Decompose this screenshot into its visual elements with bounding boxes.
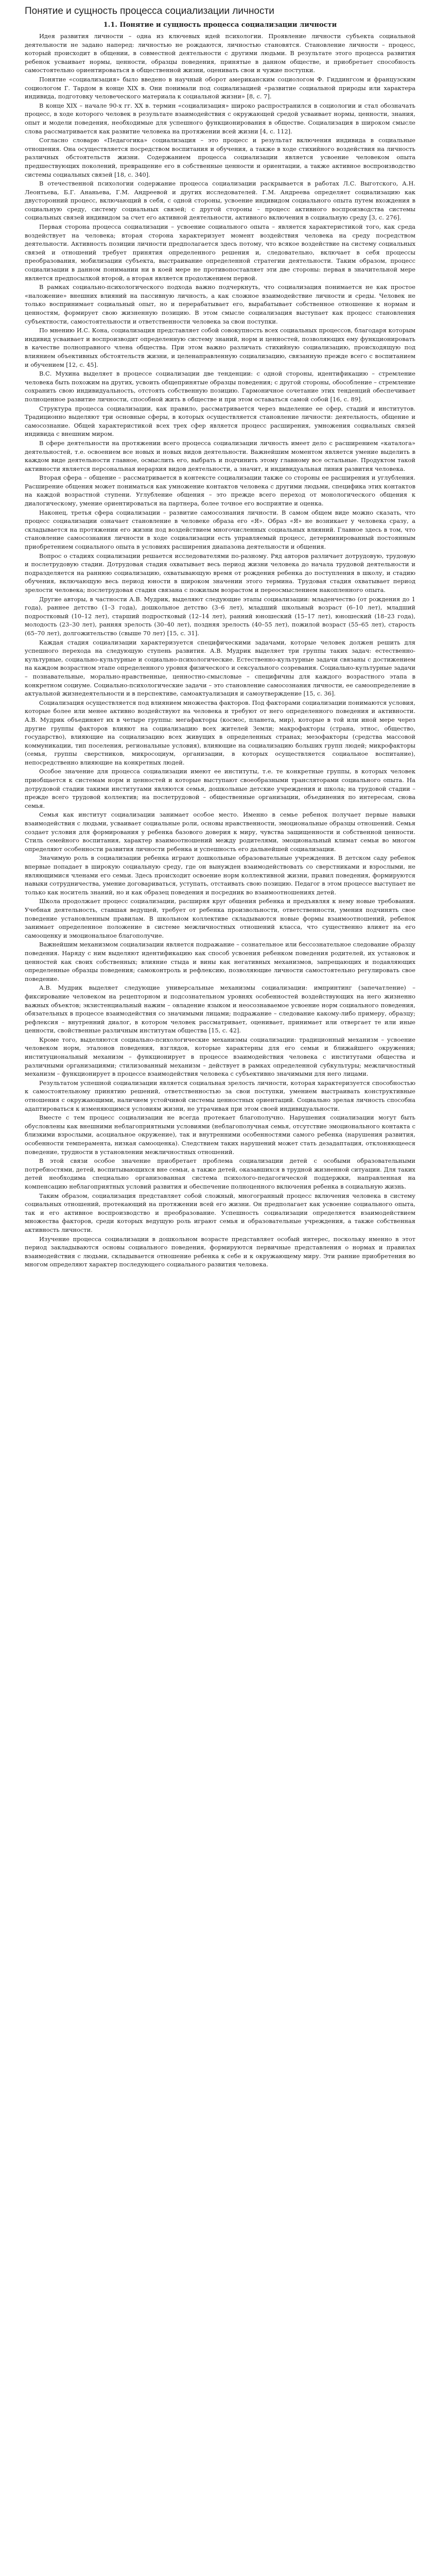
body-paragraph: В сфере деятельности на протяжении всего процесса социализации личность имеет дело с расширением «каталога» деятельностей, т.е. освоением все новых и новых видов деятельности. Важнейшим моментом является умение выделить в каждом виде деятельности главное, осмыслить его, выбрать и подчинить этому главному все остальные. Продуктом такой активности является персональная иерархия видов деятельности, а значит, и индивидуальная линия развития человека. [25, 439, 415, 472]
page-title: Понятие и сущность процесса социализации личности [25, 6, 274, 16]
body-paragraph: Согласно словарю «Педагогика» социализация – это процесс и результат включения индивида в социальные отношения. Она осуществляется посредством воспитания и обучения, а также в ходе стихийного воздействия на личность различных обстоятельств жизни. Содержанием процесса социализации является усвоение человеком опыта предшествующих поколений, превращение его в собственные ценности и ориентации, а также активное воспроизводство системы социальных связей [18, с. 340]. [25, 137, 415, 178]
body-paragraph: В этой связи особое значение приобретает проблема социализации детей с особыми образовательными потребностями, детей, воспитывающихся вне семьи, а также детей, оказавшихся в трудной жизненной ситуации. Для таких детей необходима специально организованная система психолого-педагогической поддержки, направленная на компенсацию неблагоприятных условий развития и обеспечение полноценного включения ребенка в социальную жизнь. [25, 1157, 415, 1190]
body-paragraph: Вместе с тем процесс социализации не всегда протекает благополучно. Нарушения социализации могут быть обусловлены как внешними неблагоприятными условиями (неблагополучная семья, отсутствие эмоционального контакта с близкими взрослыми, асоциальное окружение), так и внутренними особенностями самого ребенка (нарушения развития, особенности темперамента, низкая самооценка). Следствием таких нарушений может стать дезадаптация, отклоняющееся поведение, трудности в установлении межличностных отношений. [25, 1114, 415, 1156]
body-paragraph: Значимую роль в социализации ребенка играют дошкольные образовательные учреждения. В детском саду ребенок впервые попадает в широкую социальную среду, где он вынужден взаимодействовать со сверстниками и взрослыми, не являющимися членами его семьи. Здесь происходит освоение норм коллективной жизни, правил поведения, формируются навыки сотрудничества, умение договариваться, уступать, отстаивать свою позицию. Педагог в этом процессе выступает не только как носитель знаний, но и как образец поведения и посредник во взаимоотношениях детей. [25, 854, 415, 896]
body-paragraph: Кроме того, выделяются социально-психологические механизмы социализации: традиционный механизм – усвоение человеком норм, эталонов поведения, взглядов, которые характерны для его семьи и ближайшего окружения; институциональный механизм – функционирует в процессе взаимодействия человека с институтами общества и различными организациями; стилизованный механизм – действует в рамках определенной субкультуры; межличностный механизм – функционирует в процессе взаимодействия человека с субъективно значимыми для него лицами. [25, 1036, 415, 1078]
body-paragraph: Первая сторона процесса социализации – усвоение социального опыта – является характеристикой того, как среда воздействует на человека; вторая сторона характеризует момент воздействия человека на среду посредством деятельности. Активность позиции личности предполагается здесь потому, что всякое воздействие на систему социальных связей и отношений требует принятия определенного решения и, следовательно, включает в себя процессы преобразования, мобилизации субъекта, выстраивание определенной стратегии деятельности. Таким образом, процесс социализации в данном понимании ни в коей мере не противопоставляет эти две стороны: первая в значительной мере является предпосылкой второй, а вторая является продолжением первой. [25, 223, 415, 282]
body-paragraph: Наконец, третья сфера социализации – развитие самосознания личности. В самом общем виде можно сказать, что процесс социализации означает становление в человеке образа его «Я». Образ «Я» не возникает у человека сразу, а складывается на протяжении его жизни под воздействием многочисленных социальных влияний. Главное здесь в том, что становление самосознания личности в ходе социализации есть управляемый процесс, детерминированный постоянным приобретением социального опыта в условиях расширения диапазона деятельности и общения. [25, 509, 415, 551]
body-paragraph: В конце XIX – начале 90-х гг. XX в. термин «социализация» широко распространился в социологии и стал обозначать процесс, в ходе которого человек в результате взаимодействия с окружающей средой усваивает нормы, ценности, знания, опыт и модели поведения, необходимые для успешного функционирования в обществе. Социализация в широком смысле слова рассматривается как развитие человека на протяжении всей жизни [4, с. 112]. [25, 101, 415, 135]
document-body [25, 32, 415, 1269]
body-paragraph: Особое значение для процесса социализации имеют ее институты, т.е. те конкретные группы, в которых человек приобщается к системам норм и ценностей и которые выступают своеобразными трансляторами социального опыта. На дотрудовой стадии такими институтами являются семья, дошкольные детские учреждения и школа; на трудовой стадии – прежде всего трудовой коллектив; на послетрудовой – общественные организации, объединения по интересам, снова семья. [25, 768, 415, 809]
document-page [0, 0, 436, 1269]
body-paragraph: Понятие «социализация» было введено в научный оборот американским социологом Ф. Гиддингсом и французским социологом Г. Тардом в конце XIX в. Они понимали под социализацией «развитие социальной природы или характера индивида, подготовку человеческого материала к социальной жизни» [8, с. 7]. [25, 75, 415, 100]
section-heading: 1.1. Понятие и сущность процесса социализации личности [103, 21, 337, 29]
body-paragraph: Вопрос о стадиях социализации решается исследователями по-разному. Ряд авторов различает дотрудовую, трудовую и послетрудовую стадии. Дотрудовая стадия охватывает весь период жизни человека до начала трудовой деятельности и подразделяется на раннюю социализацию, охватывающую время от рождения ребенка до поступления в школу, и стадию обучения, включающую весь период юности в широком значении этого термина. Трудовая стадия охватывает период зрелости человека; послетрудовая стадия связана с пожилым возрастом и переосмыслением накопленного опыта. [25, 552, 415, 594]
body-paragraph: Идея развития личности – одна из ключевых идей психологии. Проявление личности субъекта социальной деятельности не задано наперед: личностью не рождаются, личностью становятся. Становление личности – процесс, который происходит в общении, в совместной деятельности с другими людьми. В результате этого процесса развития ребенок усваивает нормы, ценности, образцы поведения, принятые в данном обществе, и приобретает способность самостоятельно ориентироваться в общественной жизни, оценивать свои и чужие поступки. [25, 32, 415, 74]
body-paragraph: Изучение процесса социализации в дошкольном возрасте представляет особый интерес, поскольку именно в этот период закладываются основы социального поведения, формируются первичные представления о нормах и правилах взаимодействия с людьми, складывается отношение ребенка к себе и к окружающему миру. Эти ранние приобретения во многом определяют характер последующего социального развития человека. [25, 1235, 415, 1268]
body-paragraph: Структура процесса социализации, как правило, рассматривается через выделение ее сфер, стадий и институтов. Традиционно выделяют три основные сферы, в которых осуществляется становление личности: деятельность, общение и самосознание. Общей характеристикой всех трех сфер является процесс расширения, умножения социальных связей индивида с внешним миром. [25, 404, 415, 438]
body-paragraph: Каждая стадия социализации характеризуется специфическими задачами, которые человек должен решить для успешного перехода на следующую ступень развития. А.В. Мудрик выделяет три группы таких задач: естественно-культурные, социально-культурные и социально-психологические. Естественно-культурные задачи связаны с достижением на каждом возрастном этапе определенного уровня физического и сексуального созревания. Социально-культурные задачи – познавательные, морально-нравственные, ценностно-смысловые – специфичны для каждого возрастного этапа в конкретном социуме. Социально-психологические задачи – это становление самосознания личности, ее самоопределение в актуальной жизнедеятельности и в перспективе, самоактуализация и самоутверждение [15, с. 36]. [25, 638, 415, 698]
body-paragraph: В отечественной психологии содержание процесса социализации раскрывается в работах Л.С. Выготского, А.Н. Леонтьева, Б.Г. Ананьева, Г.М. Андреевой и других исследователей. Г.М. Андреева определяет социализацию как двусторонний процесс, включающий в себя, с одной стороны, усвоение индивидом социального опыта путем вхождения в социальную среду, систему социальных связей; с другой стороны – процесс активного воспроизводства системы социальных связей индивидом за счет его активной деятельности, активного включения в социальную среду [3, с. 276]. [25, 180, 415, 222]
body-paragraph: По мнению И.С. Кона, социализация представляет собой совокупность всех социальных процессов, благодаря которым индивид усваивает и воспроизводит определенную систему знаний, норм и ценностей, позволяющих ему функционировать в качестве полноправного члена общества. При этом важно различать стихийную социализацию, происходящую под влиянием объективных обстоятельств жизни, и целенаправленную социализацию, связанную прежде всего с воспитанием и обучением [12, с. 45]. [25, 327, 415, 368]
body-paragraph: А.В. Мудрик выделяет следующие универсальные механизмы социализации: импринтинг (запечатление) – фиксирование человеком на рецепторном и подсознательном уровнях особенностей воздействующих на него жизненно важных объектов; экзистенциальный нажим – овладение языком и неосознаваемое усвоение норм социального поведения, обязательных в процессе взаимодействия со значимыми лицами; подражание – следование какому-либо примеру, образцу; рефлексия – внутренний диалог, в котором человек рассматривает, оценивает, принимает или отвергает те или иные ценности, свойственные различным институтам общества [15, с. 42]. [25, 984, 415, 1035]
body-paragraph: Таким образом, социализация представляет собой сложный, многогранный процесс включения человека в систему социальных отношений, протекающий на протяжении всей его жизни. Он предполагает как усвоение социального опыта, так и его активное воспроизводство и преобразование. Успешность социализации определяется взаимодействием множества факторов, среди которых ведущую роль играют семья и образовательные учреждения, а также собственная активность личности. [25, 1192, 415, 1233]
body-paragraph: В.С. Мухина выделяет в процессе социализации две тенденции: с одной стороны, идентификацию – стремление человека быть похожим на других, усвоить общепринятые образцы поведения; с другой стороны, обособление – стремление сохранить свою индивидуальность, отстоять собственную позицию. Гармоничное сочетание этих тенденций обеспечивает полноценное развитие личности, способной жить в обществе и при этом оставаться самой собой [16, с. 89]. [25, 370, 415, 403]
body-paragraph: Важнейшим механизмом социализации является подражание – сознательное или бессознательное следование образцу поведения. Наряду с ним выделяют идентификацию как способ усвоения ребенком поведения родителей, их установок и ценностей как своих собственных; влияние стыда и вины как негативных механизмов, запрещающих и подавляющих определенные образцы поведения; самоконтроль и рефлексию, позволяющие личности самостоятельно регулировать свое поведение. [25, 941, 415, 982]
body-paragraph: Другие авторы, в частности А.В. Мудрик, выделяют следующие этапы социализации: младенчество (от рождения до 1 года), раннее детство (1–3 года), дошкольное детство (3–6 лет), младший школьный возраст (6–10 лет), младший подростковый (10–12 лет), старший подростковый (12–14 лет), ранний юношеский (15–17 лет), юношеский (18–23 года), молодость (23–30 лет), ранняя зрелость (30–40 лет), поздняя зрелость (40–55 лет), пожилой возраст (55–65 лет), старость (65–70 лет), долгожительство (свыше 70 лет) [15, с. 31]. [25, 595, 415, 637]
body-paragraph: Социализация осуществляется под влиянием множества факторов. Под факторами социализации понимаются условия, которые более или менее активно воздействуют на человека и требуют от него определенного поведения и активности. А.В. Мудрик объединяет их в четыре группы: мегафакторы (космос, планета, мир), которые в той или иной мере через другие группы факторов влияют на социализацию всех жителей Земли; макрофакторы (страна, этнос, общество, государство), влияющие на социализацию всех живущих в определенных странах; мезофакторы (средства массовой коммуникации, тип поселения, региональные условия), влияющие на социализацию больших групп людей; микрофакторы (семья, группы сверстников, микросоциум, организации, в которых осуществляется социальное воспитание), непосредственно влияющие на конкретных людей. [25, 699, 415, 766]
body-paragraph: Результатом успешной социализации является социальная зрелость личности, которая характеризуется способностью к самостоятельному принятию решений, ответственностью за свои поступки, умением выстраивать конструктивные отношения с окружающими, наличием устойчивой системы ценностных ориентаций. Социально зрелая личность способна адаптироваться к изменяющимся условиям жизни, не утрачивая при этом своей индивидуальности. [25, 1079, 415, 1112]
body-paragraph: Семья как институт социализации занимает особое место. Именно в семье ребенок получает первые навыки взаимодействия с людьми, усваивает социальные роли, основы нравственности, эмоциональные образцы отношений. Семья создает условия для формирования у ребенка базового доверия к миру, чувства защищенности и собственной ценности. Стиль семейного воспитания, характер взаимоотношений между родителями, эмоциональный климат семьи во многом определяют особенности развития личности ребенка и успешность его дальнейшей социализации. [25, 811, 415, 853]
body-paragraph: Школа продолжает процесс социализации, расширяя круг общения ребенка и предъявляя к нему новые требования. Учебная деятельность, ставшая ведущей, требует от ребенка произвольности, ответственности, умения подчинять свое поведение установленным правилам. В школьном коллективе складываются новые формы взаимоотношений, ребенок занимает определенное положение в системе межличностных отношений класса, что существенно влияет на его самооценку и эмоциональное благополучие. [25, 897, 415, 939]
body-paragraph: В рамках социально-психологического подхода важно подчеркнуть, что социализация понимается не как простое «наложение» внешних влияний на пассивную личность, а как сложное взаимодействие личности и среды. Человек не только воспринимает социальный опыт, но и перерабатывает его, вырабатывает собственное отношение к нормам и ценностям, формирует свою жизненную позицию. В этом смысле социализация выступает как процесс становления субъектности, самостоятельности и ответственности человека за свои поступки. [25, 283, 415, 325]
body-paragraph: Вторая сфера – общение – рассматривается в контексте социализации также со стороны ее расширения и углубления. Расширение общения может пониматься как умножение контактов человека с другими людьми, специфика этих контактов на каждой возрастной ступени. Углубление общения – это прежде всего переход от монологического общения к диалогическому, умение ориентироваться на партнера, более точное его восприятие и оценка. [25, 474, 415, 507]
